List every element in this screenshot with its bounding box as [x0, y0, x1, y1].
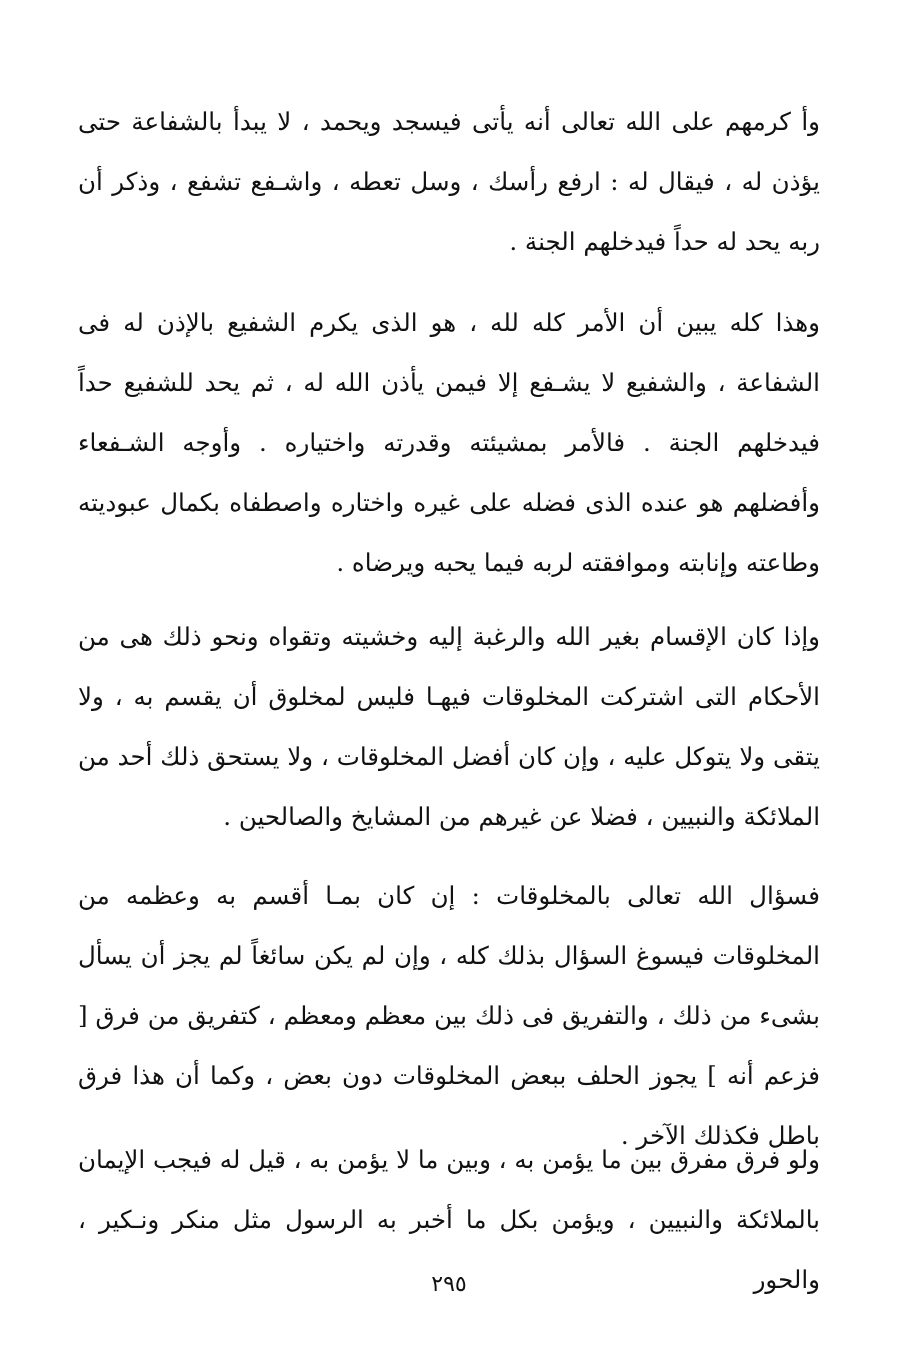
- paragraph-4: فسؤال الله تعالى بالمخلوقات : إن كان بمـا أقسم به وعظمه من المخلوقات فيسوغ السؤال بذلك كله ، وإن لم يكن سائغاً لم يجز أن يسأل بشىء من ذلك ، والتفريق فى ذلك بين معظم ومعظم ، كتفريق من فرق [ فزعم أنه ] يجوز الحلف ببعض المخلوقات دون بعض ، وكما أن هذا فرق باطل فكذلك الآخر .: [78, 881, 820, 1150]
- paragraph-3: وإذا كان الإقسام بغير الله والرغبة إليه وخشيته وتقواه ونحو ذلك هى من الأحكام التى اشتركت المخلوقات فيهـا فليس لمخلوق أن يقسم به ، ولا يتقى ولا يتوكل عليه ، وإن كان أفضل المخلوقات ، ولا يستحق ذلك أحد من الملائكة والنبيين ، فضلا عن غيرهم من المشايخ والصالحين .: [78, 622, 820, 831]
- paragraph-2: وهذا كله يبين أن الأمر كله لله ، هو الذى يكرم الشفيع بالإذن له فى الشفاعة ، والشفيع لا يشـفع إلا فيمن يأذن الله له ، ثم يحد للشفيع حداً فيدخلهم الجنة . فالأمر بمشيئته وقدرته واختياره . وأوجه الشـفعاء وأفضلهم هو عنده الذى فضله على غيره واختاره واصطفاه بكمال عبوديته وطاعته وإنابته وموافقته لربه فيما يحبه ويرضاه .: [78, 308, 820, 577]
- paragraph-1: وأ كرمهم على الله تعالى أنه يأتى فيسجد ويحمد ، لا يبدأ بالشفاعة حتى يؤذن له ، فيقال له : ارفع رأسك ، وسل تعطه ، واشـفع تشفع ، وذكر أن ربه يحد له حداً فيدخلهم الجنة .: [78, 107, 820, 256]
- page-number: ٢٩٥: [431, 1272, 467, 1297]
- paragraph-5: ولو فرق مفرق بين ما يؤمن به ، وبين ما لا يؤمن به ، قيل له فيجب الإيمان بالملائكة والنبيين ، ويؤمن بكل ما أخبر به الرسول مثل منكر ونـكير ، والحور: [77, 1145, 820, 1294]
